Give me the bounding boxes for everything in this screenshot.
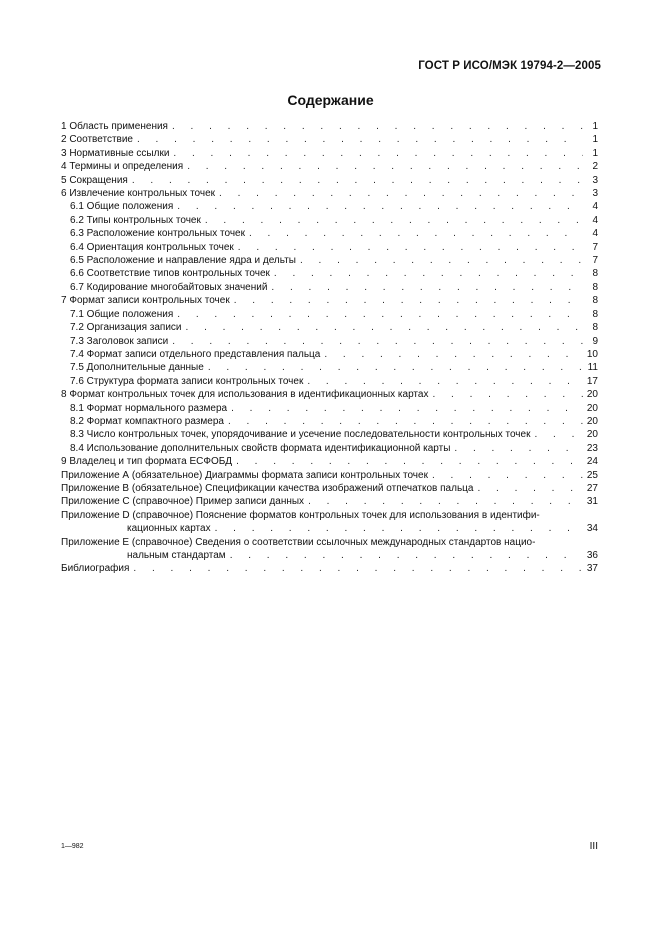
toc-entry-label: 7.1 Общие положения <box>70 308 174 320</box>
toc-entry-page: 23 <box>586 442 598 454</box>
toc-entry[interactable] <box>61 254 598 267</box>
toc-entry-page: 17 <box>586 375 598 387</box>
toc-entry-label: 2 Соответствие <box>61 134 133 146</box>
dot-leader <box>177 308 583 321</box>
toc-entry-label: 8.4 Использование дополнительных свойств формата идентификационной карты <box>70 442 451 454</box>
toc-entry-label: 6.7 Кодирование многобайтовых значений <box>70 281 268 293</box>
toc-entry-page: 36 <box>586 550 598 561</box>
toc-entry[interactable] <box>61 147 598 160</box>
toc-entry-label: 9 Владелец и тип формата ЕСФОБД <box>61 456 233 468</box>
dot-leader <box>236 455 583 468</box>
toc-entry-page: 24 <box>586 456 598 468</box>
toc-entry[interactable] <box>61 241 598 254</box>
toc-entry-page: 20 <box>586 415 598 427</box>
toc-entry-label: 6.3 Расположение контрольных точек <box>70 228 245 240</box>
toc-entry-page: 3 <box>592 188 598 200</box>
dot-leader <box>215 522 583 535</box>
toc-entry-page: 1 <box>592 121 598 132</box>
dot-leader <box>432 469 583 482</box>
footer-code: 1—982 <box>61 843 84 850</box>
toc-entry[interactable] <box>61 267 598 280</box>
toc-entry-label-line1: Приложение Е (справочное) Сведения о соответствии ссылочных международных стандартов нацио- <box>61 536 536 548</box>
toc-entry-page: 3 <box>592 174 598 186</box>
toc-entry[interactable] <box>61 120 598 133</box>
toc-entry[interactable] <box>61 469 598 482</box>
toc-entry-page: 1 <box>592 147 598 159</box>
toc-entry[interactable] <box>61 428 598 441</box>
dot-leader <box>271 281 583 294</box>
dot-leader <box>219 187 583 200</box>
dot-leader <box>324 348 583 361</box>
toc-entry[interactable] <box>61 214 598 227</box>
toc-entry-label: 6.5 Расположение и направление ядра и дельты <box>70 255 296 267</box>
toc-entry[interactable] <box>61 455 598 468</box>
toc-entry[interactable] <box>61 402 598 415</box>
document-id: ГОСТ Р ИСО/МЭК 19794-2—2005 <box>418 60 601 72</box>
toc-entry-label: 7.3 Заголовок записи <box>70 335 169 347</box>
toc-entry-label: 3 Нормативные ссылки <box>61 147 170 159</box>
dot-leader <box>186 321 583 334</box>
toc-entry-label: 6.6 Соответствие типов контрольных точек <box>70 268 270 280</box>
toc-entry-label: 7.6 Структура формата записи контрольных точек <box>70 375 304 387</box>
dot-leader <box>249 227 583 240</box>
toc-entry-page: 8 <box>592 281 598 293</box>
dot-leader <box>432 388 583 401</box>
toc-entry-label: 1 Область применения <box>61 121 168 132</box>
toc-entry-label: 5 Сокращения <box>61 174 128 186</box>
toc-entry-label: 7 Формат записи контрольных точек <box>61 295 230 307</box>
toc-entry-page: 4 <box>592 201 598 213</box>
toc-entry[interactable] <box>61 562 598 575</box>
toc-entry-label-line2: нальным стандартам <box>127 550 226 561</box>
toc-entry-label: 4 Термины и определения <box>61 161 184 173</box>
toc-entry-label: 7.4 Формат записи отдельного представления пальца <box>70 348 321 360</box>
dot-leader <box>234 294 583 307</box>
toc-entry-page: 10 <box>586 348 598 360</box>
toc-entry[interactable] <box>61 361 598 374</box>
toc-entry-page: 20 <box>586 429 598 441</box>
toc-entry-page: 8 <box>592 308 598 320</box>
toc-entry-page: 37 <box>586 563 598 575</box>
toc-entry-label: 8 Формат контрольных точек для использования в идентификационных картах <box>61 389 429 401</box>
table-of-contents <box>61 120 598 576</box>
toc-entry-label: Библиография <box>61 563 130 575</box>
toc-entry[interactable] <box>61 321 598 334</box>
toc-entry-page: 20 <box>586 402 598 414</box>
dot-leader <box>308 495 583 508</box>
toc-entry-page: 9 <box>592 335 598 347</box>
toc-entry[interactable] <box>61 442 598 455</box>
dot-leader <box>454 442 583 455</box>
toc-entry[interactable] <box>61 495 598 508</box>
dot-leader <box>173 147 583 160</box>
toc-entry-label-line2: кационных картах <box>127 523 211 535</box>
dot-leader <box>477 482 583 495</box>
toc-entry-label: 8.1 Формат нормального размера <box>70 402 228 414</box>
dot-leader <box>132 174 583 187</box>
dot-leader <box>205 214 583 227</box>
dot-leader <box>238 241 583 254</box>
page-number: III <box>589 841 598 852</box>
dot-leader <box>300 254 583 267</box>
toc-entry-page: 34 <box>586 523 598 535</box>
toc-entry-label: 8.3 Число контрольных точек, упорядочивание и усечение последовательности контрольных точек <box>70 429 531 441</box>
toc-entry-label: 6 Извлечение контрольных точек <box>61 188 216 200</box>
dot-leader <box>187 160 583 173</box>
toc-entry-label: Приложение С (справочное) Пример записи данных <box>61 496 305 508</box>
toc-entry[interactable] <box>61 160 598 173</box>
toc-entry[interactable] <box>61 200 598 213</box>
dot-leader <box>133 562 583 575</box>
toc-entry-label: 6.1 Общие положения <box>70 201 174 213</box>
toc-entry[interactable] <box>61 227 598 240</box>
toc-entry-page: 27 <box>586 482 598 494</box>
toc-entry[interactable] <box>61 348 598 361</box>
toc-entry[interactable] <box>61 335 598 348</box>
toc-entry-label-line1: Приложение D (справочное) Пояснение форматов контрольных точек для использования в идентифи- <box>61 509 540 521</box>
toc-entry-page: 8 <box>592 322 598 334</box>
toc-entry-label: 8.2 Формат компактного размера <box>70 415 224 427</box>
toc-entry[interactable] <box>61 281 598 294</box>
toc-entry-label: Приложение А (обязательное) Диаграммы формата записи контрольных точек <box>61 469 428 481</box>
toc-entry-page: 2 <box>592 161 598 173</box>
toc-entry-label: 6.4 Ориентация контрольных точек <box>70 241 234 253</box>
toc-entry[interactable] <box>61 415 598 428</box>
dot-leader <box>137 133 583 146</box>
toc-entry-page: 20 <box>586 389 598 401</box>
toc-entry[interactable] <box>61 388 598 401</box>
toc-entry-page: 25 <box>586 469 598 481</box>
toc-entry-page: 31 <box>586 496 598 508</box>
page-title: Содержание <box>287 92 374 108</box>
dot-leader <box>208 361 583 374</box>
toc-entry[interactable] <box>61 375 598 388</box>
toc-entry[interactable] <box>61 187 598 200</box>
toc-entry-page: 8 <box>592 268 598 280</box>
dot-leader <box>172 335 583 348</box>
toc-entry-label: 7.5 Дополнительные данные <box>70 362 204 374</box>
toc-entry[interactable] <box>61 294 598 307</box>
toc-entry-label: 6.2 Типы контрольных точек <box>70 214 201 226</box>
dot-leader <box>172 120 583 133</box>
toc-entry-page: 8 <box>592 295 598 307</box>
toc-entry-page: 11 <box>587 362 598 374</box>
toc-entry[interactable] <box>61 133 598 146</box>
toc-entry-page: 4 <box>592 214 598 226</box>
dot-leader <box>228 415 583 428</box>
toc-entry-label: 7.2 Организация записи <box>70 322 182 334</box>
dot-leader <box>274 267 583 280</box>
dot-leader <box>177 200 583 213</box>
toc-entry[interactable] <box>61 482 598 495</box>
toc-entry-multiline[interactable] <box>61 509 598 536</box>
toc-entry-multiline[interactable] <box>61 536 598 563</box>
toc-entry-page: 7 <box>592 255 598 267</box>
dot-leader <box>230 549 583 562</box>
toc-entry[interactable] <box>61 174 598 187</box>
toc-entry-label: Приложение В (обязательное) Спецификации качества изображений отпечатков пальца <box>61 482 474 494</box>
toc-entry-page: 4 <box>592 228 598 240</box>
dot-leader <box>307 375 583 388</box>
dot-leader <box>534 428 583 441</box>
toc-entry-page: 1 <box>592 134 598 146</box>
toc-entry-page: 7 <box>592 241 598 253</box>
toc-entry[interactable] <box>61 308 598 321</box>
dot-leader <box>231 402 583 415</box>
